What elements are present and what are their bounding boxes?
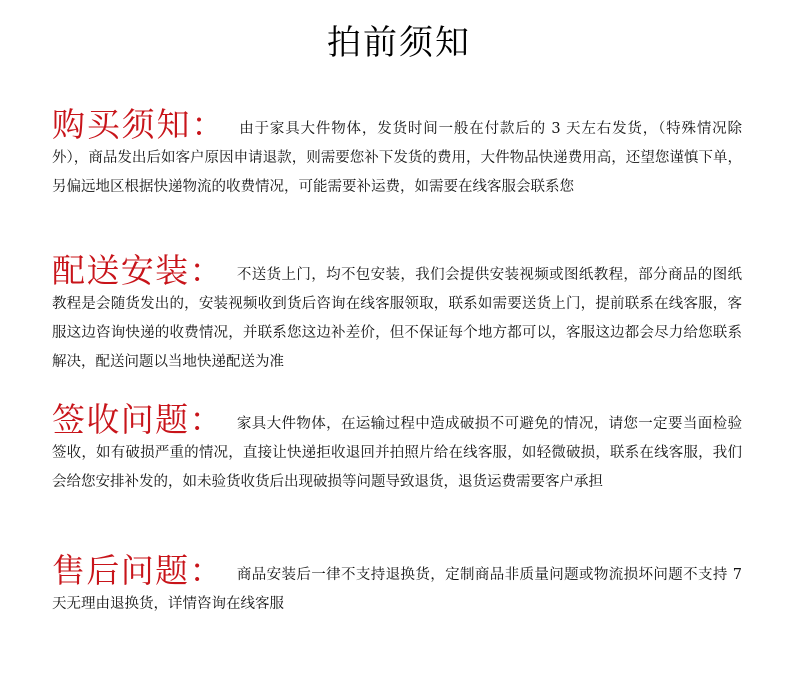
section-body: 不送货上门，均不包安装，我们会提供安装视频或图纸教程，部分商品的图纸教程是会随货发出的，安装视频收到货后咨询在线客服领取，联系如需要送货上门，提前联系在线客服，客服这边咨询快递的收费情况，并联系您这边补差价，但不保证每个地方都可以，客服这边都会尽力给您联系解决，配送问题以当地快递配送为准: [52, 267, 743, 370]
section-body: 商品安装后一律不支持退换货，定制商品非质量问题或物流损坏问题不支持 7 天无理由退换货，详情咨询在线客服: [52, 567, 743, 612]
section-heading-colon: ：: [189, 251, 223, 290]
section-heading-colon: ：: [189, 400, 223, 439]
section-heading: 售后问题: [52, 551, 190, 590]
section-delivery-installation: [52, 251, 743, 377]
section-heading: 配送安装: [52, 251, 190, 290]
section-heading-colon: ：: [189, 551, 223, 590]
section-heading: 购买须知: [52, 105, 192, 144]
section-body: 由于家具大件物体，发货时间一般在付款后的 3 天左右发货，（特殊情况除外），商品发出后如客户原因申请退款，则需要您补下发货的费用，大件物品快递费用高，还望您谨慎下单，另偏远地区根据快递物流的收费情况，可能需要补运费，如需要在线客服会联系您: [52, 121, 743, 195]
section-body: 家具大件物体，在运输过程中造成破损不可避免的情况，请您一定要当面检验签收，如有破损严重的情况，直接让快递拒收退回并拍照片给在线客服，如轻微破损，联系在线客服，我们会给您安排补发的，如未验货收货后出现破损等问题导致退货，退货运费需要客户承担: [52, 416, 743, 490]
page-title: 拍前须知: [327, 23, 471, 63]
section-heading: 签收问题: [52, 400, 190, 439]
section-after-sales: [52, 551, 743, 619]
section-purchase-notice: [52, 105, 743, 202]
section-heading-colon: ：: [191, 105, 226, 144]
section-receipt-issues: [52, 400, 743, 497]
